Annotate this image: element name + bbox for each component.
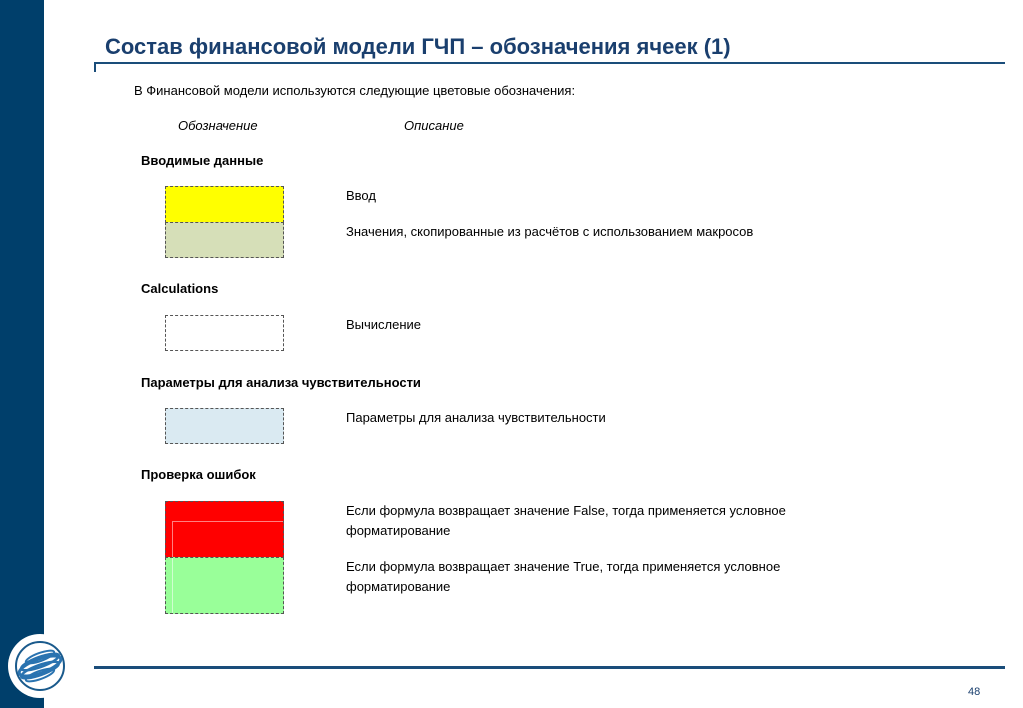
sidebar-band [0,0,44,708]
description-macro-copied: Значения, скопированные из расчётов с использованием макросов [346,224,754,239]
page-number: 48 [968,686,981,698]
swatch-calculation [165,315,284,351]
swatch-error-false-inner [172,521,283,557]
section-heading-error-check: Проверка ошибок [141,467,256,482]
globe-logo-icon [6,632,74,700]
slide-title: Состав финансовой модели ГЧП – обозначения ячеек (1) [105,34,731,59]
swatch-macro-copied [165,222,284,258]
column-header-description: Описание [404,118,464,133]
section-heading-sensitivity: Параметры для анализа чувствительности [141,375,421,390]
description-error-false: Если формула возвращает значение False, тогда применяется условное форматирование [346,503,786,538]
swatch-error-true-inner [172,558,283,613]
description-sensitivity: Параметры для анализа чувствительности [346,410,606,425]
title-divider-tick [94,62,96,72]
section-heading-calculations: Calculations [141,281,219,296]
swatch-error-false [165,501,284,558]
description-error-true: Если формула возвращает значение True, тогда применяется условное форматирование [346,559,781,594]
title-divider [94,62,1005,64]
footer-divider [94,666,1005,669]
swatch-error-true [165,557,284,614]
description-calculation: Вычисление [346,317,422,332]
intro-text: В Финансовой модели используются следующие цветовые обозначения: [134,83,576,98]
swatch-sensitivity [165,408,284,444]
column-header-designation: Обозначение [178,118,258,133]
section-heading-input-data: Вводимые данные [141,153,264,168]
swatch-input [165,186,284,223]
description-input: Ввод [346,188,376,203]
